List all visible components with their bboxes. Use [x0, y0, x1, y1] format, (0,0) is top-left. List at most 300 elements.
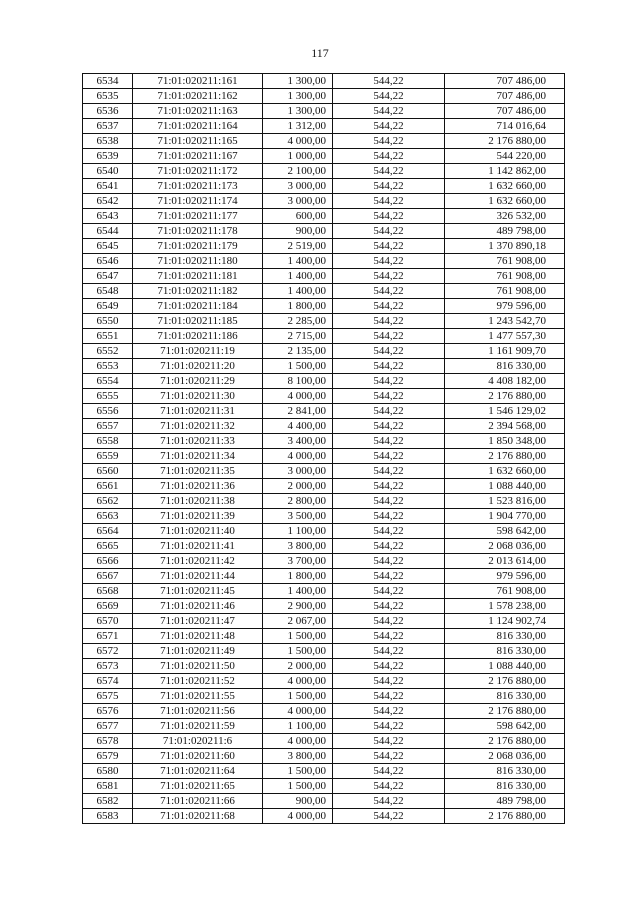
- cadastral-value-cell: 2 013 614,00: [445, 554, 565, 569]
- cadastral-number-cell: 71:01:020211:38: [133, 494, 263, 509]
- page-number: 117: [311, 46, 329, 60]
- table-row: [83, 389, 565, 404]
- table-row: [83, 749, 565, 764]
- cadastral-value-cell: 816 330,00: [445, 779, 565, 794]
- row-number-cell: 6580: [83, 764, 133, 779]
- table-row: [83, 419, 565, 434]
- area-cell: 2 715,00: [263, 329, 333, 344]
- specific-value-cell: 544,22: [333, 779, 445, 794]
- specific-value-cell: 544,22: [333, 629, 445, 644]
- cadastral-value-cell: 761 908,00: [445, 269, 565, 284]
- row-number-cell: 6566: [83, 554, 133, 569]
- area-cell: 1 000,00: [263, 149, 333, 164]
- specific-value-cell: 544,22: [333, 404, 445, 419]
- cadastral-number-cell: 71:01:020211:178: [133, 224, 263, 239]
- area-cell: 3 800,00: [263, 749, 333, 764]
- table-row: [83, 524, 565, 539]
- table-row: [83, 719, 565, 734]
- row-number-cell: 6557: [83, 419, 133, 434]
- row-number-cell: 6570: [83, 614, 133, 629]
- area-cell: 3 000,00: [263, 194, 333, 209]
- cadastral-number-cell: 71:01:020211:40: [133, 524, 263, 539]
- table-row: [83, 404, 565, 419]
- cadastral-number-cell: 71:01:020211:174: [133, 194, 263, 209]
- cadastral-number-cell: 71:01:020211:181: [133, 269, 263, 284]
- specific-value-cell: 544,22: [333, 194, 445, 209]
- specific-value-cell: 544,22: [333, 374, 445, 389]
- area-cell: 1 400,00: [263, 584, 333, 599]
- table-row: [83, 164, 565, 179]
- cadastral-number-cell: 71:01:020211:167: [133, 149, 263, 164]
- cadastral-number-cell: 71:01:020211:164: [133, 119, 263, 134]
- cadastral-number-cell: 71:01:020211:33: [133, 434, 263, 449]
- cadastral-number-cell: 71:01:020211:20: [133, 359, 263, 374]
- area-cell: 1 500,00: [263, 644, 333, 659]
- specific-value-cell: 544,22: [333, 524, 445, 539]
- row-number-cell: 6567: [83, 569, 133, 584]
- cadastral-value-table: [82, 73, 565, 824]
- cadastral-number-cell: 71:01:020211:52: [133, 674, 263, 689]
- area-cell: 8 100,00: [263, 374, 333, 389]
- cadastral-value-cell: 1 161 909,70: [445, 344, 565, 359]
- cadastral-value-cell: 489 798,00: [445, 794, 565, 809]
- area-cell: 4 000,00: [263, 704, 333, 719]
- table-row: [83, 179, 565, 194]
- cadastral-number-cell: 71:01:020211:161: [133, 74, 263, 89]
- row-number-cell: 6545: [83, 239, 133, 254]
- cadastral-value-cell: 1 632 660,00: [445, 179, 565, 194]
- cadastral-number-cell: 71:01:020211:34: [133, 449, 263, 464]
- area-cell: 1 400,00: [263, 254, 333, 269]
- table-row: [83, 449, 565, 464]
- row-number-cell: 6581: [83, 779, 133, 794]
- area-cell: 4 400,00: [263, 419, 333, 434]
- row-number-cell: 6556: [83, 404, 133, 419]
- area-cell: 1 500,00: [263, 689, 333, 704]
- cadastral-number-cell: 71:01:020211:29: [133, 374, 263, 389]
- cadastral-value-cell: 1 578 238,00: [445, 599, 565, 614]
- cadastral-number-cell: 71:01:020211:177: [133, 209, 263, 224]
- table-row: [83, 134, 565, 149]
- table-row: [83, 344, 565, 359]
- area-cell: 1 100,00: [263, 524, 333, 539]
- cadastral-value-cell: 2 176 880,00: [445, 134, 565, 149]
- cadastral-number-cell: 71:01:020211:65: [133, 779, 263, 794]
- table-row: [83, 329, 565, 344]
- row-number-cell: 6573: [83, 659, 133, 674]
- area-cell: 2 900,00: [263, 599, 333, 614]
- cadastral-number-cell: 71:01:020211:32: [133, 419, 263, 434]
- specific-value-cell: 544,22: [333, 704, 445, 719]
- table-row: [83, 224, 565, 239]
- cadastral-number-cell: 71:01:020211:30: [133, 389, 263, 404]
- row-number-cell: 6542: [83, 194, 133, 209]
- area-cell: 4 000,00: [263, 734, 333, 749]
- specific-value-cell: 544,22: [333, 794, 445, 809]
- table-row: [83, 644, 565, 659]
- row-number-cell: 6577: [83, 719, 133, 734]
- specific-value-cell: 544,22: [333, 659, 445, 674]
- table-row: [83, 509, 565, 524]
- cadastral-value-cell: 979 596,00: [445, 299, 565, 314]
- area-cell: 2 135,00: [263, 344, 333, 359]
- table-row: [83, 704, 565, 719]
- table-row: [83, 314, 565, 329]
- cadastral-number-cell: 71:01:020211:66: [133, 794, 263, 809]
- specific-value-cell: 544,22: [333, 614, 445, 629]
- cadastral-number-cell: 71:01:020211:59: [133, 719, 263, 734]
- cadastral-number-cell: 71:01:020211:6: [133, 734, 263, 749]
- cadastral-value-cell: 2 176 880,00: [445, 449, 565, 464]
- specific-value-cell: 544,22: [333, 239, 445, 254]
- specific-value-cell: 544,22: [333, 359, 445, 374]
- cadastral-value-cell: 816 330,00: [445, 644, 565, 659]
- area-cell: 900,00: [263, 224, 333, 239]
- specific-value-cell: 544,22: [333, 749, 445, 764]
- area-cell: 900,00: [263, 794, 333, 809]
- row-number-cell: 6535: [83, 89, 133, 104]
- table-row: [83, 599, 565, 614]
- specific-value-cell: 544,22: [333, 494, 445, 509]
- table-row: [83, 779, 565, 794]
- specific-value-cell: 544,22: [333, 329, 445, 344]
- area-cell: 1 500,00: [263, 359, 333, 374]
- row-number-cell: 6540: [83, 164, 133, 179]
- cadastral-number-cell: 71:01:020211:31: [133, 404, 263, 419]
- specific-value-cell: 544,22: [333, 224, 445, 239]
- table-row: [83, 539, 565, 554]
- area-cell: 3 400,00: [263, 434, 333, 449]
- cadastral-value-cell: 1 632 660,00: [445, 464, 565, 479]
- area-cell: 3 000,00: [263, 179, 333, 194]
- cadastral-value-cell: 544 220,00: [445, 149, 565, 164]
- cadastral-number-cell: 71:01:020211:42: [133, 554, 263, 569]
- row-number-cell: 6565: [83, 539, 133, 554]
- specific-value-cell: 544,22: [333, 584, 445, 599]
- specific-value-cell: 544,22: [333, 599, 445, 614]
- area-cell: 4 000,00: [263, 449, 333, 464]
- cadastral-value-cell: 1 088 440,00: [445, 659, 565, 674]
- table-row: [83, 209, 565, 224]
- area-cell: 4 000,00: [263, 134, 333, 149]
- specific-value-cell: 544,22: [333, 509, 445, 524]
- area-cell: 2 841,00: [263, 404, 333, 419]
- table-row: [83, 479, 565, 494]
- table-row: [83, 494, 565, 509]
- table-row: [83, 299, 565, 314]
- area-cell: 3 700,00: [263, 554, 333, 569]
- area-cell: 1 800,00: [263, 299, 333, 314]
- row-number-cell: 6576: [83, 704, 133, 719]
- table-row: [83, 764, 565, 779]
- cadastral-value-cell: 816 330,00: [445, 764, 565, 779]
- row-number-cell: 6568: [83, 584, 133, 599]
- cadastral-value-cell: 761 908,00: [445, 584, 565, 599]
- row-number-cell: 6562: [83, 494, 133, 509]
- cadastral-number-cell: 71:01:020211:36: [133, 479, 263, 494]
- specific-value-cell: 544,22: [333, 719, 445, 734]
- specific-value-cell: 544,22: [333, 284, 445, 299]
- area-cell: 4 000,00: [263, 674, 333, 689]
- cadastral-number-cell: 71:01:020211:180: [133, 254, 263, 269]
- row-number-cell: 6579: [83, 749, 133, 764]
- specific-value-cell: 544,22: [333, 164, 445, 179]
- table-row: [83, 194, 565, 209]
- cadastral-value-cell: 1 850 348,00: [445, 434, 565, 449]
- area-cell: 1 500,00: [263, 764, 333, 779]
- row-number-cell: 6583: [83, 809, 133, 824]
- row-number-cell: 6539: [83, 149, 133, 164]
- cadastral-value-cell: 1 370 890,18: [445, 239, 565, 254]
- area-cell: 3 800,00: [263, 539, 333, 554]
- cadastral-number-cell: 71:01:020211:186: [133, 329, 263, 344]
- cadastral-value-cell: 816 330,00: [445, 629, 565, 644]
- table-row: [83, 659, 565, 674]
- row-number-cell: 6534: [83, 74, 133, 89]
- row-number-cell: 6541: [83, 179, 133, 194]
- row-number-cell: 6574: [83, 674, 133, 689]
- cadastral-value-cell: 1 632 660,00: [445, 194, 565, 209]
- cadastral-value-cell: 598 642,00: [445, 524, 565, 539]
- cadastral-value-cell: 2 176 880,00: [445, 809, 565, 824]
- specific-value-cell: 544,22: [333, 74, 445, 89]
- specific-value-cell: 544,22: [333, 569, 445, 584]
- row-number-cell: 6559: [83, 449, 133, 464]
- row-number-cell: 6548: [83, 284, 133, 299]
- area-cell: 1 300,00: [263, 89, 333, 104]
- cadastral-number-cell: 71:01:020211:49: [133, 644, 263, 659]
- table-row: [83, 464, 565, 479]
- area-cell: 2 519,00: [263, 239, 333, 254]
- area-cell: 1 400,00: [263, 269, 333, 284]
- specific-value-cell: 544,22: [333, 179, 445, 194]
- cadastral-value-cell: 979 596,00: [445, 569, 565, 584]
- cadastral-value-cell: 1 142 862,00: [445, 164, 565, 179]
- area-cell: 2 285,00: [263, 314, 333, 329]
- cadastral-value-cell: 1 546 129,02: [445, 404, 565, 419]
- cadastral-number-cell: 71:01:020211:35: [133, 464, 263, 479]
- cadastral-value-cell: 2 176 880,00: [445, 674, 565, 689]
- table-row: [83, 359, 565, 374]
- row-number-cell: 6550: [83, 314, 133, 329]
- specific-value-cell: 544,22: [333, 389, 445, 404]
- area-cell: 2 800,00: [263, 494, 333, 509]
- cadastral-number-cell: 71:01:020211:55: [133, 689, 263, 704]
- specific-value-cell: 544,22: [333, 539, 445, 554]
- table-row: [83, 689, 565, 704]
- specific-value-cell: 544,22: [333, 344, 445, 359]
- table-row: [83, 584, 565, 599]
- cadastral-number-cell: 71:01:020211:179: [133, 239, 263, 254]
- area-cell: 1 500,00: [263, 629, 333, 644]
- table-row: [83, 149, 565, 164]
- cadastral-value-cell: 598 642,00: [445, 719, 565, 734]
- row-number-cell: 6538: [83, 134, 133, 149]
- cadastral-value-cell: 1 088 440,00: [445, 479, 565, 494]
- area-cell: 2 000,00: [263, 659, 333, 674]
- specific-value-cell: 544,22: [333, 479, 445, 494]
- specific-value-cell: 544,22: [333, 674, 445, 689]
- table-body: [83, 74, 565, 824]
- specific-value-cell: 544,22: [333, 299, 445, 314]
- area-cell: 1 100,00: [263, 719, 333, 734]
- table-row: [83, 374, 565, 389]
- row-number-cell: 6551: [83, 329, 133, 344]
- table-row: [83, 629, 565, 644]
- row-number-cell: 6572: [83, 644, 133, 659]
- cadastral-number-cell: 71:01:020211:39: [133, 509, 263, 524]
- table-row: [83, 239, 565, 254]
- area-cell: 1 800,00: [263, 569, 333, 584]
- cadastral-value-cell: 761 908,00: [445, 254, 565, 269]
- specific-value-cell: 544,22: [333, 89, 445, 104]
- area-cell: 2 000,00: [263, 479, 333, 494]
- row-number-cell: 6536: [83, 104, 133, 119]
- specific-value-cell: 544,22: [333, 734, 445, 749]
- cadastral-value-cell: 2 176 880,00: [445, 734, 565, 749]
- specific-value-cell: 544,22: [333, 689, 445, 704]
- table-row: [83, 89, 565, 104]
- cadastral-value-cell: 1 124 902,74: [445, 614, 565, 629]
- table-row: [83, 254, 565, 269]
- specific-value-cell: 544,22: [333, 254, 445, 269]
- cadastral-value-cell: 1 523 816,00: [445, 494, 565, 509]
- cadastral-number-cell: 71:01:020211:48: [133, 629, 263, 644]
- cadastral-value-cell: 707 486,00: [445, 89, 565, 104]
- table-row: [83, 554, 565, 569]
- cadastral-value-cell: 2 068 036,00: [445, 539, 565, 554]
- cadastral-value-cell: 707 486,00: [445, 104, 565, 119]
- row-number-cell: 6549: [83, 299, 133, 314]
- area-cell: 1 312,00: [263, 119, 333, 134]
- table-row: [83, 794, 565, 809]
- row-number-cell: 6547: [83, 269, 133, 284]
- row-number-cell: 6571: [83, 629, 133, 644]
- cadastral-value-cell: 2 176 880,00: [445, 704, 565, 719]
- cadastral-number-cell: 71:01:020211:172: [133, 164, 263, 179]
- row-number-cell: 6552: [83, 344, 133, 359]
- cadastral-number-cell: 71:01:020211:41: [133, 539, 263, 554]
- table-row: [83, 674, 565, 689]
- table-row: [83, 614, 565, 629]
- specific-value-cell: 544,22: [333, 209, 445, 224]
- row-number-cell: 6575: [83, 689, 133, 704]
- row-number-cell: 6537: [83, 119, 133, 134]
- table-row: [83, 104, 565, 119]
- row-number-cell: 6553: [83, 359, 133, 374]
- cadastral-value-cell: 816 330,00: [445, 359, 565, 374]
- specific-value-cell: 544,22: [333, 434, 445, 449]
- cadastral-number-cell: 71:01:020211:68: [133, 809, 263, 824]
- table-row: [83, 809, 565, 824]
- row-number-cell: 6578: [83, 734, 133, 749]
- cadastral-number-cell: 71:01:020211:46: [133, 599, 263, 614]
- cadastral-number-cell: 71:01:020211:163: [133, 104, 263, 119]
- specific-value-cell: 544,22: [333, 119, 445, 134]
- cadastral-number-cell: 71:01:020211:44: [133, 569, 263, 584]
- cadastral-value-cell: 707 486,00: [445, 74, 565, 89]
- cadastral-value-cell: 1 243 542,70: [445, 314, 565, 329]
- cadastral-number-cell: 71:01:020211:184: [133, 299, 263, 314]
- row-number-cell: 6569: [83, 599, 133, 614]
- specific-value-cell: 544,22: [333, 644, 445, 659]
- table-row: [83, 734, 565, 749]
- specific-value-cell: 544,22: [333, 809, 445, 824]
- row-number-cell: 6563: [83, 509, 133, 524]
- row-number-cell: 6582: [83, 794, 133, 809]
- table-row: [83, 434, 565, 449]
- specific-value-cell: 544,22: [333, 764, 445, 779]
- specific-value-cell: 544,22: [333, 269, 445, 284]
- cadastral-number-cell: 71:01:020211:185: [133, 314, 263, 329]
- row-number-cell: 6544: [83, 224, 133, 239]
- cadastral-number-cell: 71:01:020211:47: [133, 614, 263, 629]
- area-cell: 4 000,00: [263, 389, 333, 404]
- cadastral-number-cell: 71:01:020211:45: [133, 584, 263, 599]
- specific-value-cell: 544,22: [333, 554, 445, 569]
- area-cell: 4 000,00: [263, 809, 333, 824]
- specific-value-cell: 544,22: [333, 149, 445, 164]
- row-number-cell: 6543: [83, 209, 133, 224]
- row-number-cell: 6546: [83, 254, 133, 269]
- row-number-cell: 6554: [83, 374, 133, 389]
- row-number-cell: 6558: [83, 434, 133, 449]
- area-cell: 3 000,00: [263, 464, 333, 479]
- area-cell: 1 400,00: [263, 284, 333, 299]
- table-row: [83, 284, 565, 299]
- table-row: [83, 269, 565, 284]
- area-cell: 1 300,00: [263, 74, 333, 89]
- cadastral-number-cell: 71:01:020211:56: [133, 704, 263, 719]
- cadastral-number-cell: 71:01:020211:173: [133, 179, 263, 194]
- cadastral-value-cell: 761 908,00: [445, 284, 565, 299]
- specific-value-cell: 544,22: [333, 464, 445, 479]
- table-row: [83, 569, 565, 584]
- specific-value-cell: 544,22: [333, 104, 445, 119]
- cadastral-value-cell: 2 176 880,00: [445, 389, 565, 404]
- area-cell: 3 500,00: [263, 509, 333, 524]
- cadastral-value-cell: 2 394 568,00: [445, 419, 565, 434]
- specific-value-cell: 544,22: [333, 449, 445, 464]
- cadastral-value-cell: 714 016,64: [445, 119, 565, 134]
- row-number-cell: 6560: [83, 464, 133, 479]
- cadastral-value-cell: 2 068 036,00: [445, 749, 565, 764]
- cadastral-number-cell: 71:01:020211:60: [133, 749, 263, 764]
- specific-value-cell: 544,22: [333, 134, 445, 149]
- area-cell: 2 067,00: [263, 614, 333, 629]
- cadastral-number-cell: 71:01:020211:162: [133, 89, 263, 104]
- cadastral-value-cell: 816 330,00: [445, 689, 565, 704]
- area-cell: 600,00: [263, 209, 333, 224]
- cadastral-number-cell: 71:01:020211:19: [133, 344, 263, 359]
- area-cell: 1 300,00: [263, 104, 333, 119]
- row-number-cell: 6555: [83, 389, 133, 404]
- specific-value-cell: 544,22: [333, 419, 445, 434]
- cadastral-number-cell: 71:01:020211:182: [133, 284, 263, 299]
- specific-value-cell: 544,22: [333, 314, 445, 329]
- cadastral-value-cell: 326 532,00: [445, 209, 565, 224]
- cadastral-value-cell: 1 477 557,30: [445, 329, 565, 344]
- cadastral-number-cell: 71:01:020211:50: [133, 659, 263, 674]
- cadastral-value-cell: 1 904 770,00: [445, 509, 565, 524]
- cadastral-number-cell: 71:01:020211:165: [133, 134, 263, 149]
- area-cell: 2 100,00: [263, 164, 333, 179]
- cadastral-number-cell: 71:01:020211:64: [133, 764, 263, 779]
- area-cell: 1 500,00: [263, 779, 333, 794]
- cadastral-value-cell: 489 798,00: [445, 224, 565, 239]
- table-row: [83, 119, 565, 134]
- row-number-cell: 6561: [83, 479, 133, 494]
